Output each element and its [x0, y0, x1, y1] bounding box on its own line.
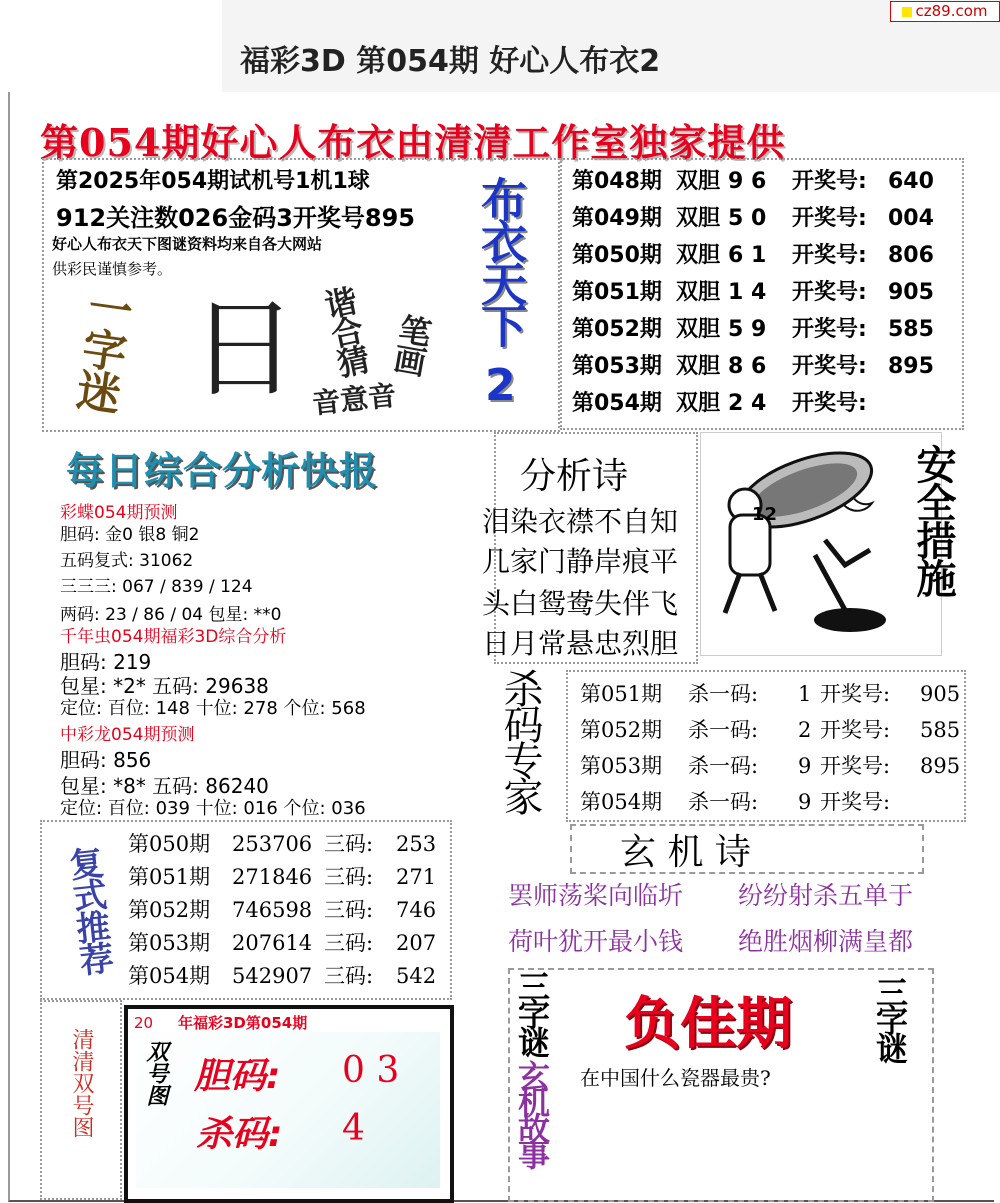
shuanghao-dan-value: 0 3: [342, 1050, 400, 1091]
kill-period: 第052期: [580, 718, 663, 742]
draw-result-label: 开奖号:: [792, 280, 867, 305]
draw-result-label: 开奖号:: [792, 354, 867, 379]
zcl-bao: 包星: *8* 五码: 86240: [60, 774, 269, 798]
draw-period: 第053期: [572, 354, 662, 379]
draw-result-label: 开奖号:: [792, 317, 867, 342]
caidie-dan: 胆码: 金0 银8 铜2: [60, 525, 200, 545]
draw-row: [572, 312, 972, 343]
kill-row: [580, 678, 980, 708]
shuanghao-label-side: 双号图: [143, 1040, 168, 1106]
zcl-dan: 胆码: 856: [60, 748, 152, 772]
kill-code: 9: [798, 754, 812, 778]
xuanji-line-3: 荷叶犹开最小钱: [508, 927, 684, 956]
xuanji-line-4: 绝胜烟柳满皇都: [738, 927, 914, 956]
kill-period: 第054期: [580, 790, 663, 814]
qnc-title: 千年虫054期福彩3D综合分析: [60, 627, 287, 647]
draw-result: 905: [888, 280, 934, 305]
fushi-label: 三码:: [324, 832, 374, 856]
fushi-san: 271: [396, 865, 437, 889]
draw-label: 双胆: [676, 243, 721, 268]
draw-dan: 2 4: [728, 391, 767, 416]
riddle-right-a: 谐合猜: [317, 283, 373, 379]
fushi-code: 271846: [232, 865, 313, 889]
fushi-period: 第053期: [128, 931, 211, 955]
fushi-san: 542: [396, 964, 437, 988]
qnc-dan: 胆码: 219: [60, 650, 152, 674]
draw-dan: 5 0: [728, 206, 767, 231]
kill-result: 905: [920, 682, 961, 706]
shuanghao-banner: 年福彩3D第054期: [178, 1014, 308, 1032]
kill-result-label: 开奖号:: [820, 790, 891, 814]
brand-number: 2: [485, 360, 516, 411]
info-line-3: 好心人布衣天下图谜资料均来自各大网站: [52, 235, 323, 253]
draw-label: 双胆: [676, 391, 721, 416]
qnc-ding: 定位: 百位: 148 十位: 278 个位: 568: [60, 698, 366, 719]
headline: 第054期好心人布衣由清清工作室独家提供: [40, 120, 786, 165]
draw-result: 004: [888, 206, 934, 231]
fushi-title: 复式推荐: [61, 844, 115, 976]
kill-period: 第053期: [580, 754, 663, 778]
cartoon-illustration: [710, 445, 900, 645]
draw-dan: 5 9: [728, 317, 767, 342]
fushi-label: 三码:: [324, 964, 374, 988]
kill-row: [580, 714, 980, 744]
draw-row: [572, 275, 972, 306]
draw-result: 640: [888, 169, 934, 194]
draw-label: 双胆: [676, 280, 721, 305]
fushi-san: 253: [396, 832, 437, 856]
draw-result: 806: [888, 243, 934, 268]
draw-dan: 9 6: [728, 169, 767, 194]
draw-dan: 6 1: [728, 243, 767, 268]
draw-result-label: 开奖号:: [792, 206, 867, 231]
kill-result: 895: [920, 754, 961, 778]
fushi-code: 746598: [232, 898, 313, 922]
kill-row: [580, 786, 980, 816]
kill-result-label: 开奖号:: [820, 682, 891, 706]
kill-label: 杀一码:: [688, 754, 759, 778]
xuanji-gushi-title: 玄机故事: [513, 1060, 551, 1164]
draw-row: [572, 238, 972, 269]
caidie-liang: 两码: 23 / 86 / 04 包星: **0: [60, 605, 282, 625]
xuanji-line-2: 纷纷射杀五单于: [738, 881, 914, 910]
xuanji-line-1: 罢师荡桨向临圻: [508, 881, 684, 910]
riddle-left: 一字迷: [66, 282, 135, 415]
fushi-code: 253706: [232, 832, 313, 856]
zcl-ding: 定位: 百位: 039 十位: 016 个位: 036: [60, 798, 366, 819]
fushi-period: 第052期: [128, 898, 211, 922]
fushi-row: [128, 828, 458, 858]
draw-period: 第052期: [572, 317, 662, 342]
kill-row: [580, 750, 980, 780]
shuanghao-sha-value: 4: [342, 1108, 365, 1149]
cartoon-number: 12: [752, 504, 778, 525]
fushi-row: [128, 894, 458, 924]
info-line-2: 912关注数026金码3开奖号895: [56, 204, 415, 232]
poem-line-4: 日月常悬忠烈胆: [482, 627, 679, 660]
draw-label: 双胆: [676, 206, 721, 231]
fushi-row: [128, 927, 458, 957]
fushi-label: 三码:: [324, 931, 374, 955]
fushi-period: 第050期: [128, 832, 211, 856]
draw-row: [572, 386, 972, 417]
riddle-center: 日: [190, 287, 299, 412]
draw-period: 第048期: [572, 169, 662, 194]
brand-vertical: 布衣天下: [474, 176, 528, 344]
draw-dan: 1 4: [728, 280, 767, 305]
fushi-row: [128, 960, 458, 990]
shuanghao-dan-label: 胆码:: [194, 1056, 281, 1097]
fushi-label: 三码:: [324, 865, 374, 889]
kill-label: 杀一码:: [688, 682, 759, 706]
poem-line-1: 泪染衣襟不自知: [482, 505, 679, 538]
info-line-4: 供彩民谨慎参考。: [52, 260, 173, 278]
watermark-text: cz89.com: [915, 2, 988, 20]
draw-row: [572, 349, 972, 380]
kill-result-label: 开奖号:: [820, 754, 891, 778]
safety-title: 安全措施: [910, 444, 956, 596]
shuanghao-year: 20: [134, 1014, 154, 1032]
draw-label: 双胆: [676, 354, 721, 379]
fushi-san: 207: [396, 931, 437, 955]
riddle-right-b: 笔画: [387, 311, 435, 377]
daily-report-title: 每日综合分析快报: [66, 449, 379, 493]
caidie-wuma: 五码复式: 31062: [60, 551, 194, 571]
square-icon: [902, 7, 912, 17]
draw-result-label: 开奖号:: [792, 391, 867, 416]
kill-result-label: 开奖号:: [820, 718, 891, 742]
draw-row: [572, 164, 972, 195]
sanzimi-left-title: 三字谜: [513, 970, 551, 1054]
draw-period: 第051期: [572, 280, 662, 305]
riddle-right-c: 音意音: [310, 378, 398, 421]
fushi-label: 三码:: [324, 898, 374, 922]
page-title: 福彩3D 第054期 好心人布衣2: [240, 44, 661, 79]
fushi-period: 第054期: [128, 964, 211, 988]
kill-code: 2: [798, 718, 812, 742]
poem-line-3: 头白鸳鸯失伴飞: [482, 587, 679, 620]
kill-result: 585: [920, 718, 961, 742]
draw-period: 第054期: [572, 391, 662, 416]
kill-code: 9: [798, 790, 812, 814]
poem-line-2: 几家门静岸痕平: [482, 545, 679, 578]
kill-period: 第051期: [580, 682, 663, 706]
qnc-bao: 包星: *2* 五码: 29638: [60, 674, 269, 698]
fushi-row: [128, 861, 458, 891]
draw-result-label: 开奖号:: [792, 169, 867, 194]
fushi-san: 746: [396, 898, 437, 922]
caidie-title: 彩蝶054期预测: [60, 503, 178, 523]
draw-row: [572, 201, 972, 232]
poem-title: 分析诗: [520, 456, 629, 497]
info-line-1: 第2025年054期试机号1机1球: [56, 169, 370, 194]
xuanji-title: 玄 机 诗: [620, 832, 751, 873]
fushi-code: 207614: [232, 931, 313, 955]
shuanghao-sha-label: 杀码:: [196, 1114, 283, 1155]
draw-result: 585: [888, 317, 934, 342]
zcl-title: 中彩龙054期预测: [60, 725, 195, 745]
sanzimi-right-title: 三字谜: [871, 976, 909, 1060]
kill-label: 杀一码:: [688, 790, 759, 814]
draw-label: 双胆: [676, 317, 721, 342]
draw-label: 双胆: [676, 169, 721, 194]
caidie-sss: 三三三: 067 / 839 / 124: [60, 577, 253, 597]
draw-result-label: 开奖号:: [792, 243, 867, 268]
header-blank: [0, 0, 222, 92]
fushi-period: 第051期: [128, 865, 211, 889]
draw-period: 第049期: [572, 206, 662, 231]
draw-dan: 8 6: [728, 354, 767, 379]
shuanghao-side-title: 清清双号图: [69, 1028, 94, 1138]
site-watermark[interactable]: [890, 1, 1000, 22]
draw-result: 895: [888, 354, 934, 379]
kill-title: 杀码专家: [497, 668, 543, 812]
fushi-code: 542907: [232, 964, 313, 988]
kill-label: 杀一码:: [688, 718, 759, 742]
draw-period: 第050期: [572, 243, 662, 268]
riddle-question: 在中国什么瓷器最贵?: [580, 1066, 771, 1090]
kill-code: 1: [798, 682, 812, 706]
riddle-answer: 负佳期: [624, 992, 792, 1057]
